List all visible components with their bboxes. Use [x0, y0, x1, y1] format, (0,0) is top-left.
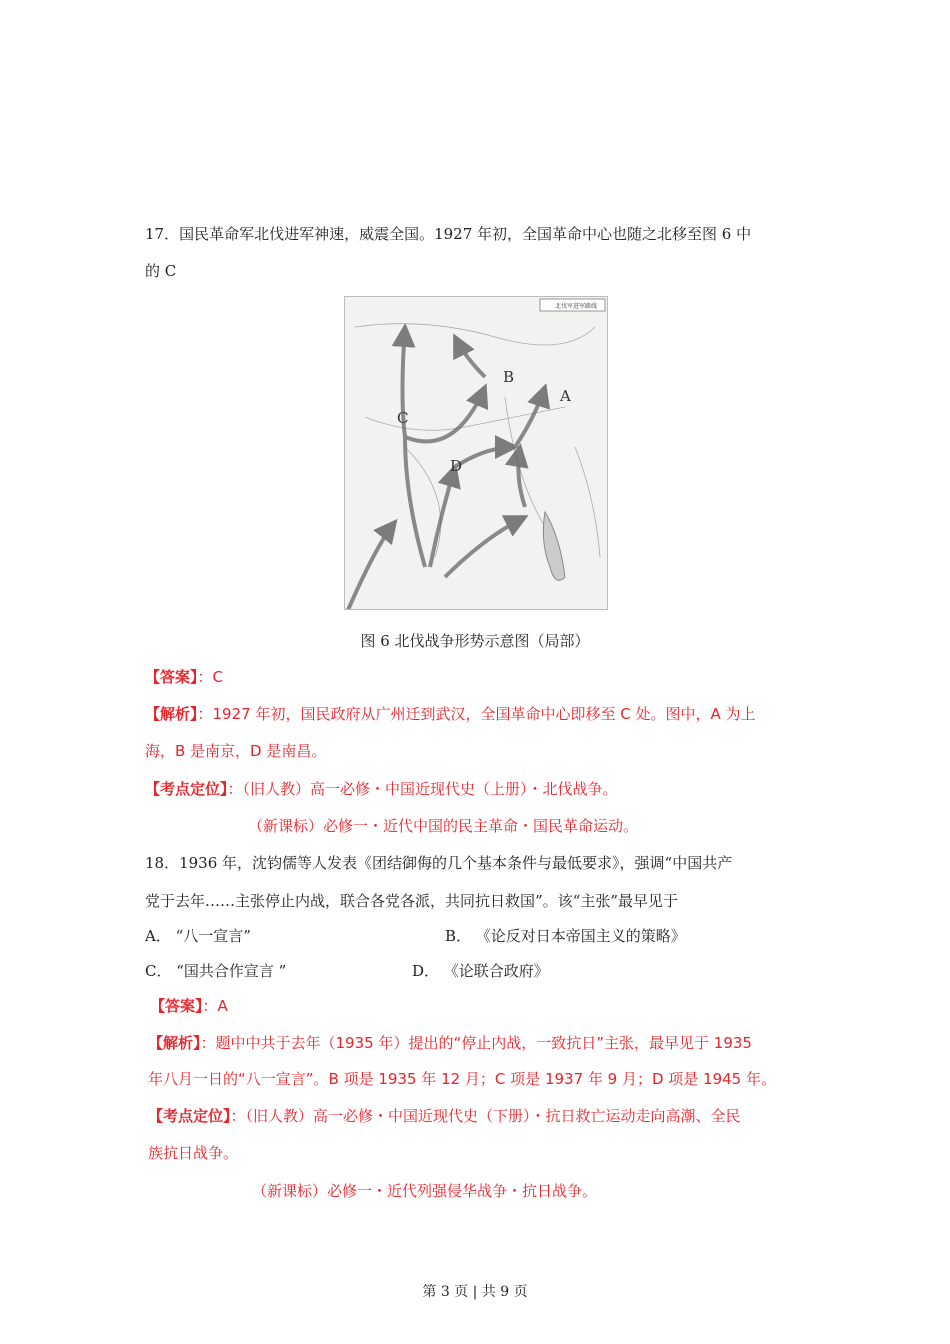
analysis-text: ：1927 年初，国民政府从广州迁到武汉，全国革命中心即移至 C 处。图中，A 为上 [197, 705, 756, 723]
answer-tag: 【答案】 [150, 997, 203, 1015]
q17-stem-1: 17．国民革命军北伐进军神速，威震全国。1927 年初，全国革命中心也随之北移至图 6 中 [145, 225, 752, 243]
kaodian-tag: 【考点定位】 [148, 1107, 231, 1125]
map-label-d: D [450, 457, 463, 475]
answer-text: ：C [197, 668, 223, 686]
kaodian-tag: 【考点定位】 [145, 780, 228, 798]
q18-analysis-2: 年八月一日的“八一宣言”。B 项是 1935 年 12 月；C 项是 1937 年 9 月；D 项是 1945 年。 [148, 1070, 776, 1088]
map-label-a: A [560, 387, 571, 405]
option-c: C． “国共合作宣言 ” [145, 962, 287, 980]
figure-caption: 图 6 北伐战争形势示意图（局部） [360, 632, 590, 650]
kaodian-text: ：（旧人教）高一必修・中国近现代史（上册）・北伐战争。 [227, 780, 618, 798]
option-a: A． “八一宣言” [145, 927, 251, 945]
q18-analysis [148, 1032, 752, 1053]
q18-answer [150, 995, 228, 1016]
q17-kaodian [145, 778, 618, 799]
analysis-tag: 【解析】 [145, 705, 198, 723]
analysis-tag: 【解析】 [148, 1034, 201, 1052]
map-label-b: B [503, 368, 515, 386]
answer-tag: 【答案】 [145, 668, 198, 686]
northern-expedition-map [344, 296, 608, 610]
kaodian-text: ：（旧人教）高一必修・中国近现代史（下册）・抗日救亡运动走向高潮、全民 [230, 1107, 741, 1125]
map-legend: 北伐军进军路线 [555, 303, 598, 310]
q18-kaodian-3: （新课标）必修一・近代列强侵华战争・抗日战争。 [252, 1182, 598, 1200]
q17-analysis [145, 703, 756, 724]
q18-kaodian [148, 1105, 741, 1126]
page-footer: 第 3 页 | 共 9 页 [422, 1284, 528, 1300]
q18-stem-1: 18．1936 年，沈钧儒等人发表《团结御侮的几个基本条件与最低要求》，强调“中国共产 [145, 854, 733, 872]
analysis-text: ：题中中共于去年（1935 年）提出的“停止内战，一致抗日”主张，最早见于 1935 [200, 1034, 752, 1052]
q17-answer [145, 666, 223, 687]
q18-kaodian-2: 族抗日战争。 [148, 1144, 239, 1162]
map-label-c: C [397, 409, 409, 427]
q17-analysis-2: 海，B 是南京，D 是南昌。 [145, 742, 327, 760]
answer-text: ：A [202, 997, 228, 1015]
q17-stem-2: 的 C [145, 262, 177, 280]
q18-stem-2: 党于去年……主张停止内战，联合各党各派，共同抗日救国”。该“主张”最早见于 [145, 892, 679, 910]
q17-kaodian-2: （新课标）必修一・近代中国的民主革命・国民革命运动。 [248, 817, 639, 835]
option-d: D． 《论联合政府》 [412, 962, 549, 980]
option-b: B． 《论反对日本帝国主义的策略》 [445, 927, 686, 945]
